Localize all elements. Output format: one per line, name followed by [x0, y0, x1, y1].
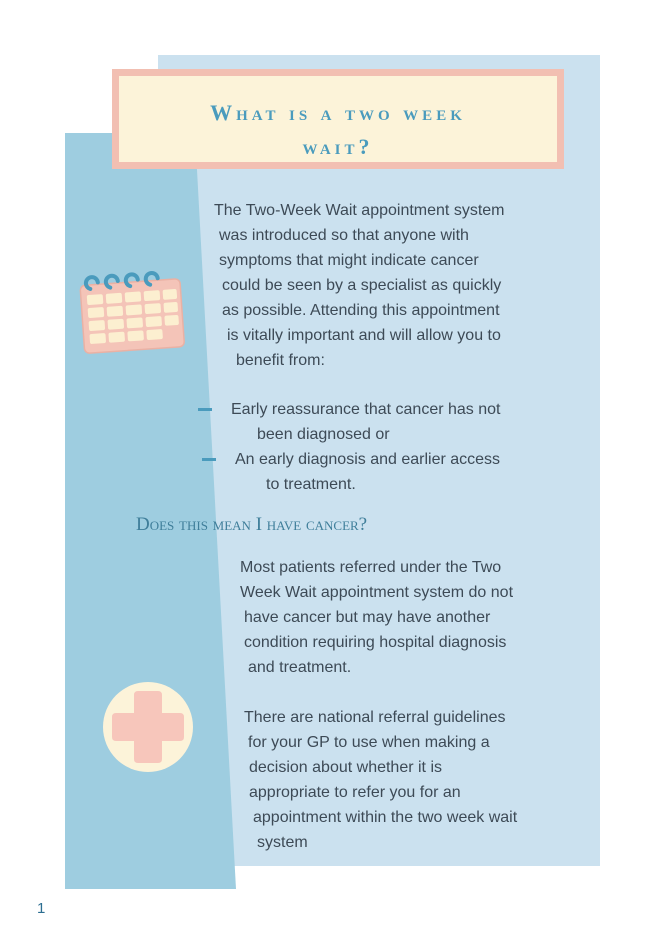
calendar-icon [78, 268, 188, 356]
body-line: appropriate to refer you for an [249, 784, 461, 801]
page-title-line2: wait? [302, 134, 374, 159]
body-line: have cancer but may have another [244, 609, 491, 626]
bullet-item-line: Early reassurance that cancer has not [231, 401, 501, 418]
page-number: 1 [37, 900, 46, 917]
intro-line: benefit from: [236, 352, 325, 369]
intro-line: The Two-Week Wait appointment system [214, 202, 505, 219]
page-title [119, 96, 557, 164]
body-line: for your GP to use when making a [248, 734, 490, 751]
section-heading: Does this mean I have cancer? [136, 514, 368, 535]
body-line: decision about whether it is [249, 759, 442, 776]
body-line: appointment within the two week wait [253, 809, 518, 826]
bullet-item-line: to treatment. [266, 476, 356, 493]
intro-line: was introduced so that anyone with [219, 227, 469, 244]
page-title-line1: What is a two week [210, 100, 466, 125]
intro-line: is vitally important and will allow you to [227, 327, 501, 344]
body-line: condition requiring hospital diagnosis [244, 634, 507, 651]
body-line: Most patients referred under the Two [240, 559, 502, 576]
body-line: system [257, 834, 308, 851]
intro-line: symptoms that might indicate cancer [219, 252, 479, 269]
bullet-dash-icon [202, 458, 216, 461]
medical-cross-icon [102, 681, 194, 773]
body-line: Week Wait appointment system do not [240, 584, 514, 601]
bullet-item-line: been diagnosed or [257, 426, 390, 443]
body-line: and treatment. [248, 659, 352, 676]
intro-line: as possible. Attending this appointment [222, 302, 500, 319]
bullet-item-line: An early diagnosis and earlier access [235, 451, 501, 468]
body-line: There are national referral guidelines [244, 709, 506, 726]
bullet-dash-icon [198, 408, 212, 411]
title-box [112, 69, 564, 169]
intro-line: could be seen by a specialist as quickly [222, 277, 502, 294]
